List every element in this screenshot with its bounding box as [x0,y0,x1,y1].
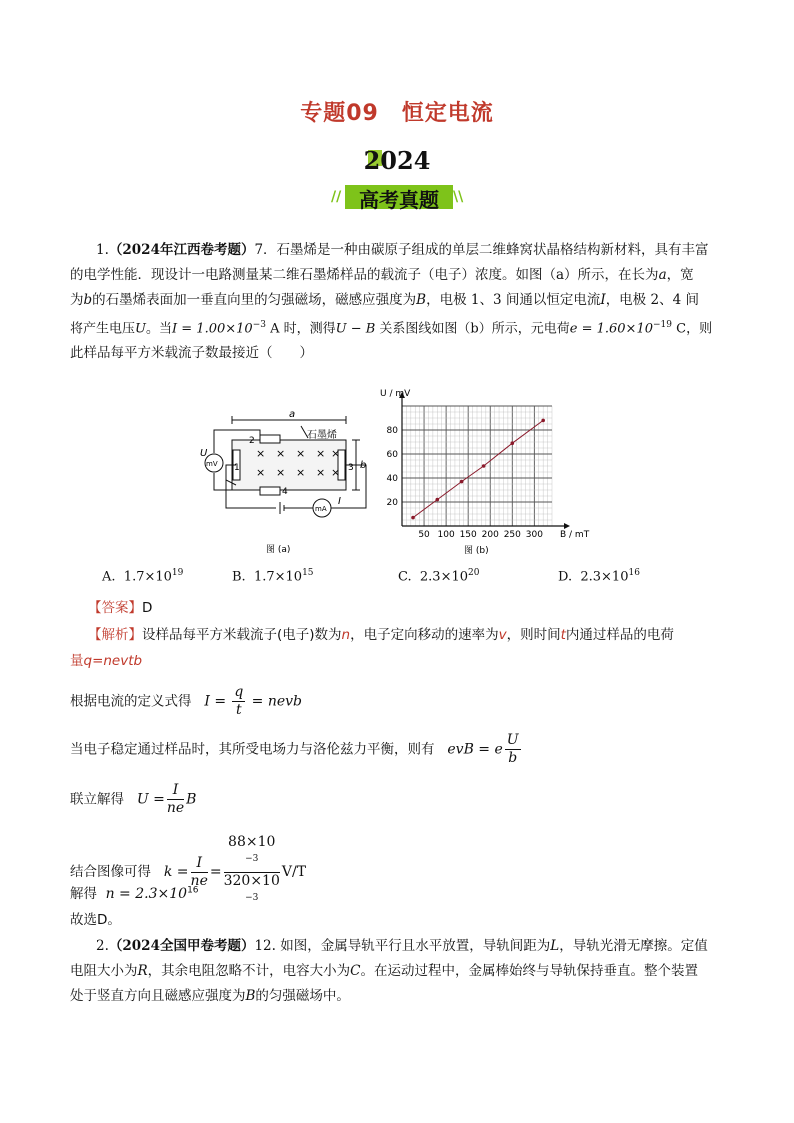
q1-stem [70,238,724,366]
step-4: 结合图像可得 k = $\frac{I}{ne}$ = 88×10 $^{-3}$ 320×10 $^{-3}$ V/T [70,834,307,903]
x-axis-arrow [564,523,570,529]
x-tick-label: 250 [503,530,521,540]
answer-value: D [142,600,153,616]
y-tick-label: 60 [386,450,398,460]
field-cross: × [331,447,341,460]
x-tick-label: 200 [481,530,499,540]
year-heading: 2024 [363,146,431,175]
chart-x-axis-label: B / mT [560,530,590,540]
field-cross: × [256,466,266,479]
figure-a-caption: 图 (a) [266,545,291,555]
step-2: 当电子稳定通过样品时，其所受电场力与洛伦兹力平衡，则有 evB = e $\frac{U}{b}$ [70,732,519,766]
chart-caption: 图 (b) [464,546,489,556]
q1-source: （2024年江西卷考题） [108,242,255,258]
section-banner [331,183,467,211]
data-point [541,419,545,423]
field-cross: × [296,466,306,479]
x-tick-label: 50 [418,530,430,540]
x-tick-label: 150 [459,530,477,540]
analysis-line-1: 【解析】设样品每平方米载流子(电子)数为n，电子定向移动的速率为v，则时间t内通过样品的电荷 [88,627,674,643]
option-a[interactable]: A. $1.7\times 10^{19}$ [102,568,184,585]
mA-meter-label: mA [315,505,327,513]
banner-left-slash: // [331,189,342,205]
field-cross: × [276,447,286,460]
data-point [411,516,415,520]
analysis-block [70,622,724,674]
banner-label: 高考真题 [359,188,439,212]
label-I: I [338,496,341,507]
field-cross: × [296,447,306,460]
chart-y-axis-label: U / mV [380,389,411,399]
data-point [482,464,486,468]
q2-line-2: 电阻大小为R，其余电阻忽略不计，电容大小为C。在运动过程中，金属棒始终与导轨保持垂直。整个装置 [70,963,699,979]
q1-line-2: 的电学性能．现设计一电路测量某二维石墨烯样品的载流子（电子）浓度。如图（a）所示，在长为a，宽 [70,267,694,283]
option-d[interactable]: D. $2.3\times 10^{16}$ [558,568,640,585]
q2-line-3: 处于竖直方向且磁感应强度为B的匀强磁场中。 [70,988,350,1004]
field-cross: × [276,466,286,479]
banner-right-slash: \\ [453,189,464,205]
mV-meter-label: mV [206,460,218,468]
label-b: b [360,460,367,471]
figure-a-circuit [196,390,368,560]
chart-ticks [387,426,544,540]
q1-line-4: 将产生电压U。当$I = 1.00\times 10^{-3}$ A 时，测得U − B 关系图线如图（b）所示，元电荷$e = 1.60\times 10^{-19}$ C，则 [70,320,713,337]
q2-line-1: 2.（2024全国甲卷考题）12. 如图，金属导轨平行且水平放置，导轨间距为L，导轨光滑无摩擦。定值 [96,938,708,954]
option-b[interactable]: B. $1.7\times 10^{15}$ [232,568,314,585]
chart-series [411,419,545,520]
answer-label: 【答案】 [88,600,142,616]
field-cross: × [316,447,326,460]
q2-stem [70,934,724,1009]
field-cross: × [256,447,266,460]
label-U: U [200,448,208,459]
y-tick-label: 80 [386,426,398,436]
electrode-2-label: 2 [249,436,255,446]
x-tick-label: 300 [525,530,543,540]
data-point [460,480,464,484]
electrode-1-label: 1 [234,463,240,473]
series-line [413,420,543,517]
figure-b-chart [372,388,602,560]
q1-line-5: 此样品每平方米载流子数最接近（ ） [70,345,313,362]
data-point [510,441,514,445]
step-5: 解得 $n = 2.3\times 10^{16}$ [70,885,199,902]
step-3: 联立解得 U = $\frac{I}{ne}$ B [70,782,197,816]
page-title: 专题09 恒定电流 [300,101,494,126]
step-1: 根据电流的定义式得 I = $\frac{q}{t}$ = nevb [70,684,303,718]
q2-source: （2024全国甲卷考题） [108,938,255,954]
field-cross: × [331,466,341,479]
option-c[interactable]: C. $2.3\times 10^{20}$ [398,568,480,585]
q1-line-1: 1.（2024年江西卷考题）7．石墨烯是一种由碳原子组成的单层二维蜂窝状晶格结构新材料，具有丰富 [96,242,709,258]
electrode-3-label: 3 [348,463,354,473]
analysis-line-2: 量q=nevtb [70,653,143,669]
electrode-4-label: 4 [282,487,288,497]
chart-grid [402,406,552,526]
q1-line-3: 为b的石墨烯表面加一垂直向里的匀强磁场，磁感应强度为B，电极 1、3 间通以恒定电流I，电极 2、4 间 [70,292,699,308]
field-cross: × [316,466,326,479]
answer-line [88,596,152,616]
x-tick-label: 100 [437,530,455,540]
step-6: 故选D。 [70,912,121,928]
data-point [435,498,439,502]
y-tick-label: 20 [386,498,398,508]
y-tick-label: 40 [386,474,398,484]
label-graphene: 石墨烯 [307,430,337,441]
label-a: a [289,409,296,420]
